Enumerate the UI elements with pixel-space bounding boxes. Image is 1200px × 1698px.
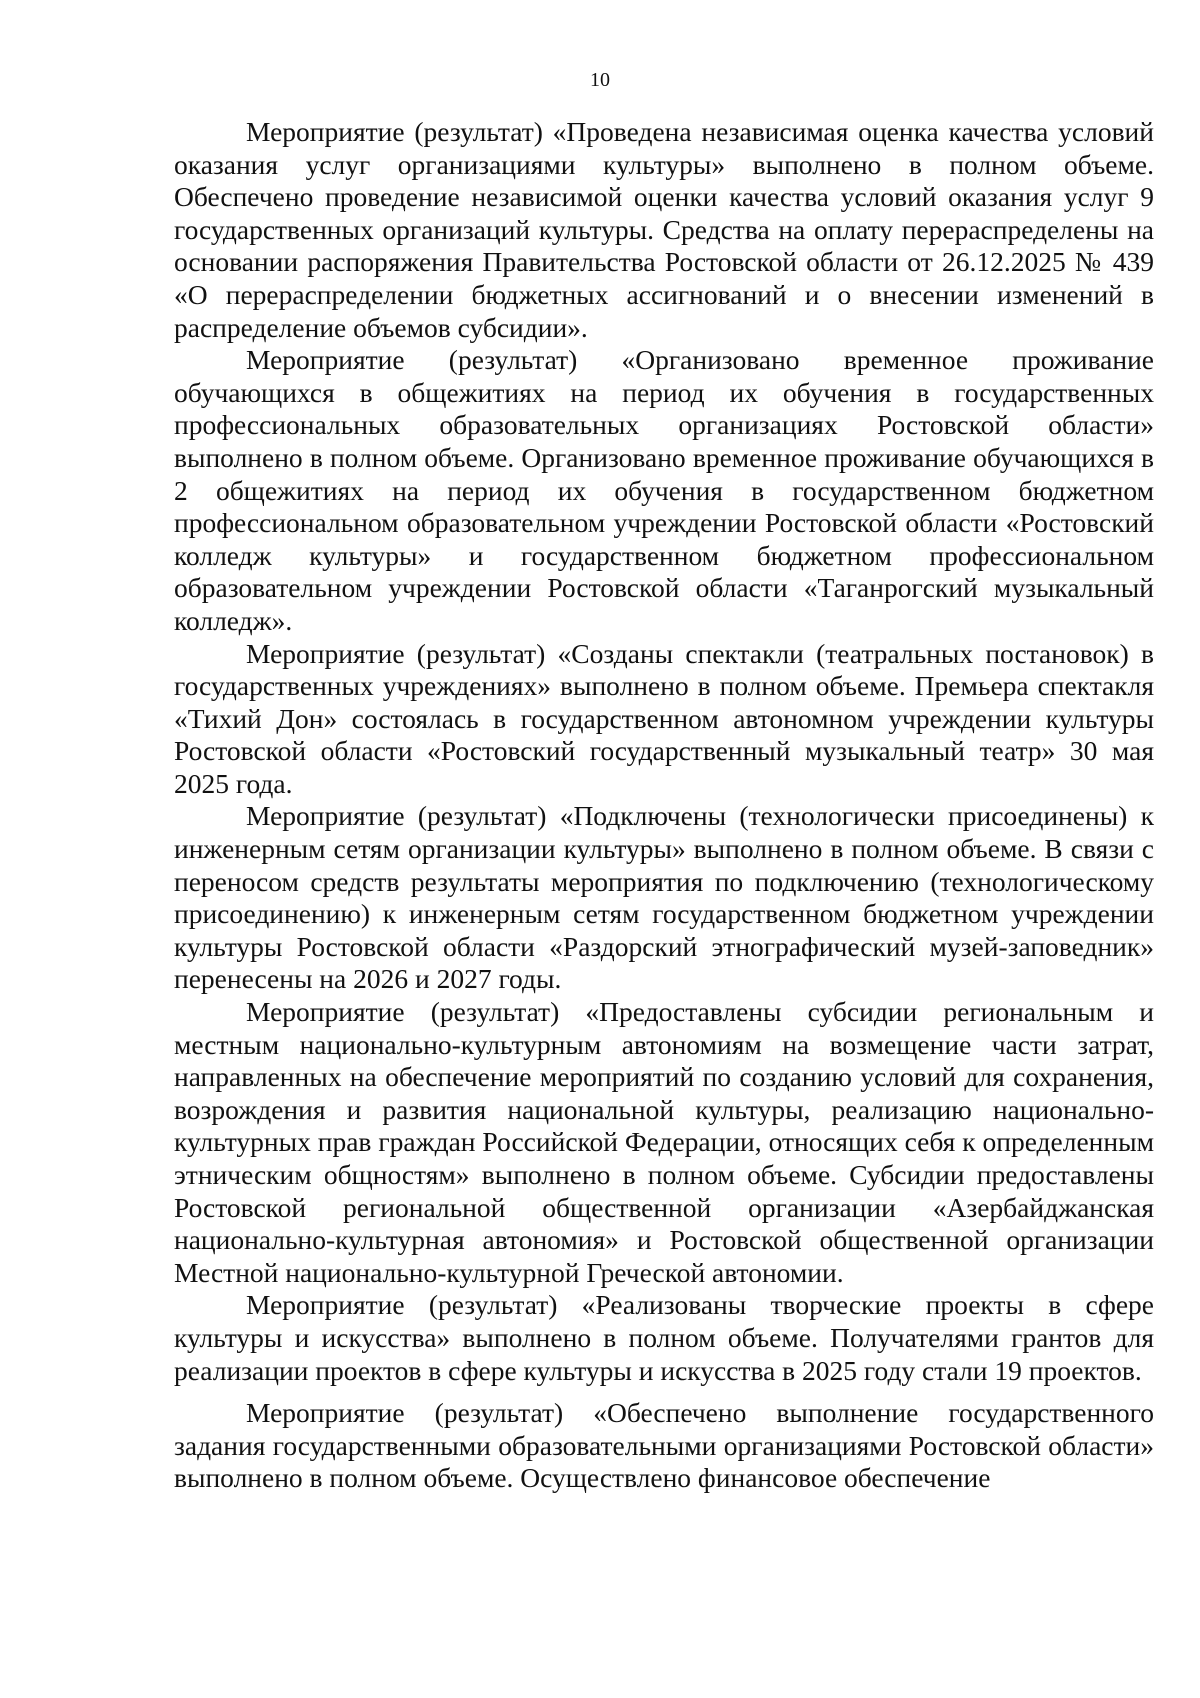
- paragraph-independent-assessment: Мероприятие (результат) «Проведена независимая оценка качества условий оказания услуг организациями культуры» выполнено в полном объеме. Обеспечено проведение независимой оценки качества условий оказания услуг 9 государственных организаций культуры. Средства на оплату перераспределены на основании распоряжения Правительства Ростовской области от 26.12.2025 № 439 «О перераспределении бюджетных ассигнований и о внесении изменений в распределение объемов субсидии».: [174, 116, 1154, 343]
- paragraph-utility-connection: Мероприятие (результат) «Подключены (технологически присоединены) к инженерным сетям организации культуры» выполнено в полном объеме. В связи с переносом средств результаты мероприятия по подключению (технологическому присоединению) к инженерным сетям государственном бюджетном учреждении культуры Ростовской области «Раздорский этнографический музей-заповедник» перенесены на 2026 и 2027 годы.: [174, 800, 1154, 995]
- paragraph-creative-projects: Мероприятие (результат) «Реализованы творческие проекты в сфере культуры и искусства» выполнено в полном объеме. Получателями грантов для реализации проектов в сфере культуры и искусства в 2025 году стали 19 проектов.: [174, 1289, 1154, 1386]
- page-number: 10: [590, 69, 610, 91]
- document-body: [174, 116, 1154, 1495]
- paragraph-state-assignment: Мероприятие (результат) «Обеспечено выполнение государственного задания государственными образовательными организациями Ростовской области» выполнено в полном объеме. Осуществлено финансовое обеспечение: [174, 1397, 1154, 1494]
- paragraph-national-cultural-subsidies: Мероприятие (результат) «Предоставлены субсидии региональным и местным национально-культурным автономиям на возмещение части затрат, направленных на обеспечение мероприятий по созданию условий для сохранения, возрождения и развития национальной культуры, реализацию национально-культурных прав граждан Российской Федерации, относящих себя к определенным этническим общностям» выполнено в полном объеме. Субсидии предоставлены Ростовской региональной общественной организации «Азербайджанская национально-культурная автономия» и Ростовской общественной организации Местной национально-культурной Греческой автономии.: [174, 996, 1154, 1288]
- paragraph-theatrical-productions: Мероприятие (результат) «Созданы спектакли (театральных постановок) в государственных учреждениях» выполнено в полном объеме. Премьера спектакля «Тихий Дон» состоялась в государственном автономном учреждении культуры Ростовской области «Ростовский государственный музыкальный театр» 30 мая 2025 года.: [174, 637, 1154, 799]
- paragraph-dormitory-accommodation: Мероприятие (результат) «Организовано временное проживание обучающихся в общежитиях на период их обучения в государственных профессиональных образовательных организациях Ростовской области» выполнено в полном объеме. Организовано временное проживание обучающихся в 2 общежитиях на период их обучения в государственном бюджетном профессиональном образовательном учреждении Ростовской области «Ростовский колледж культуры» и государственном бюджетном профессиональном образовательном учреждении Ростовской области «Таганрогский музыкальный колледж».: [174, 344, 1154, 636]
